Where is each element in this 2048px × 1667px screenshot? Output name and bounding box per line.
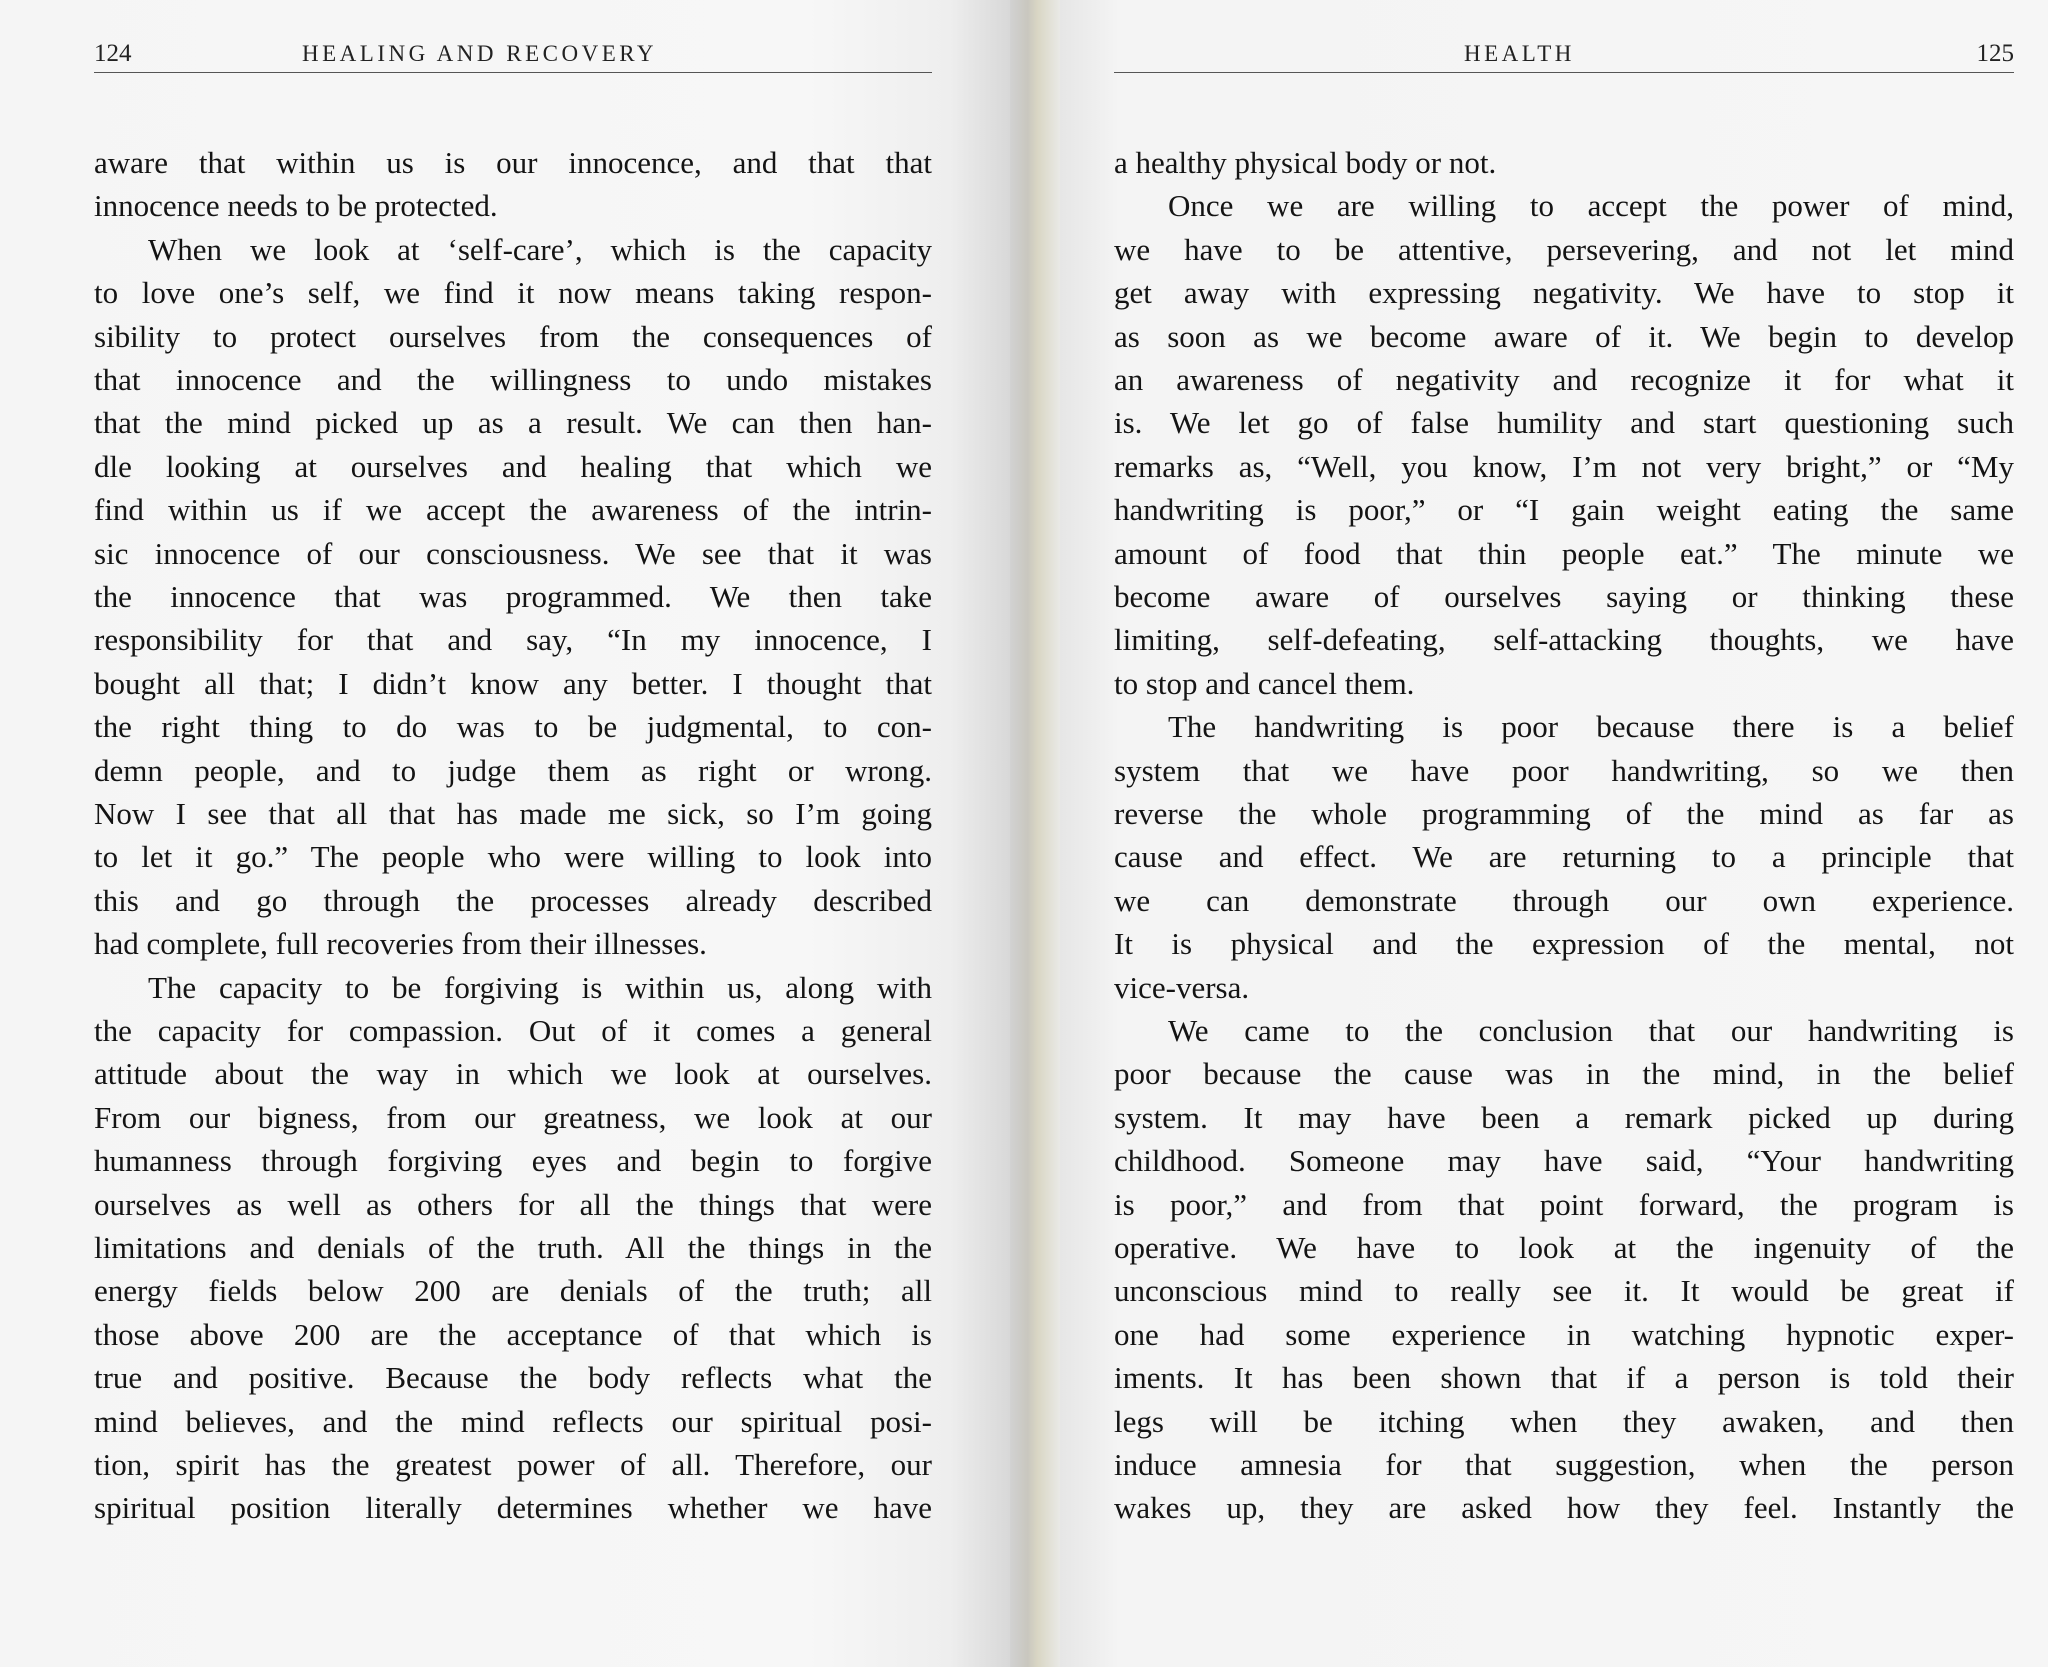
text-line: get away with expressing negativity. We have to stop it [1114, 275, 2014, 311]
text-line: limiting, self-defeating, self-attacking thoughts, we have [1114, 622, 2014, 658]
text-line: induce amnesia for that suggestion, when the person [1114, 1447, 2014, 1482]
text-line: the right thing to do was to be judgmental, to con- [94, 709, 932, 745]
text-line: innocence needs to be protected. [94, 188, 498, 224]
text-line: unconscious mind to really see it. It would be great if [1114, 1273, 2014, 1309]
page-number-left: 124 [94, 40, 132, 67]
text-line: remarks as, “Well, you know, I’m not very bright,” or “My [1114, 448, 2014, 484]
text-line: the innocence that was programmed. We then take [94, 579, 932, 614]
text-line: limitations and denials of the truth. All the things in the [94, 1230, 932, 1265]
text-line: childhood. Someone may have said, “Your handwriting [1114, 1143, 2014, 1179]
text-line: When we look at ‘self-care’, which is the capacity [148, 231, 932, 267]
text-line: reverse the whole programming of the mind as far as [1114, 796, 2014, 831]
text-line: mind believes, and the mind reflects our spiritual posi- [94, 1403, 932, 1439]
text-line: vice-versa. [1114, 969, 1250, 1005]
running-head-left [94, 38, 932, 73]
text-line: to let it go.” The people who were willing to look into [94, 839, 932, 875]
text-line: bought all that; I didn’t know any better. I thought that [94, 665, 932, 701]
text-line: is. We let go of false humility and start questioning such [1114, 405, 2014, 441]
text-line: system. It may have been a remark picked up during [1114, 1099, 2014, 1135]
text-line: the capacity for compassion. Out of it comes a general [94, 1013, 932, 1048]
text-line: ourselves as well as others for all the things that were [94, 1186, 932, 1222]
text-line: is poor,” and from that point forward, the program is [1114, 1186, 2014, 1222]
running-head-title-right: HEALTH [1464, 41, 1575, 66]
text-line: aware that within us is our innocence, and that that [94, 145, 932, 180]
text-line: We came to the conclusion that our handwriting is [1168, 1013, 2014, 1048]
text-line: energy fields below 200 are denials of the truth; all [94, 1273, 932, 1309]
text-line: we can demonstrate through our own experience. [1114, 882, 2014, 918]
page-number-right: 125 [1976, 40, 2014, 67]
text-line: demn people, and to judge them as right or wrong. [94, 752, 932, 788]
text-line: cause and effect. We are returning to a principle that [1114, 839, 2014, 875]
text-line: true and positive. Because the body reflects what the [94, 1360, 932, 1396]
text-line: a healthy physical body or not. [1114, 145, 1497, 180]
text-line: as soon as we become aware of it. We begin to develop [1114, 318, 2014, 354]
text-line: From our bigness, from our greatness, we look at our [94, 1099, 932, 1135]
text-line: handwriting is poor,” or “I gain weight eating the same [1114, 492, 2014, 528]
text-line: that innocence and the willingness to undo mistakes [94, 362, 932, 397]
text-line: to stop and cancel them. [1114, 665, 1415, 701]
text-line: The handwriting is poor because there is a belief [1168, 709, 2014, 745]
text-line: we have to be attentive, persevering, and not let mind [1114, 231, 2014, 267]
text-line: dle looking at ourselves and healing that which we [94, 448, 932, 484]
text-line: iments. It has been shown that if a person is told their [1114, 1360, 2014, 1396]
text-line: sibility to protect ourselves from the consequences of [94, 318, 932, 354]
text-line: Once we are willing to accept the power of mind, [1168, 188, 2014, 224]
running-head-title-left: HEALING AND RECOVERY [302, 41, 657, 66]
text-line: It is physical and the expression of the mental, not [1114, 926, 2014, 962]
text-line: Now I see that all that has made me sick, so I’m going [94, 796, 932, 831]
text-line: one had some experience in watching hypnotic exper- [1114, 1316, 2014, 1352]
text-line: operative. We have to look at the ingenuity of the [1114, 1230, 2014, 1265]
text-line: system that we have poor handwriting, so we then [1114, 752, 2014, 788]
text-line: tion, spirit has the greatest power of all. Therefore, our [94, 1447, 932, 1482]
text-line: had complete, full recoveries from their illnesses. [94, 926, 707, 962]
text-line: attitude about the way in which we look at ourselves. [94, 1056, 932, 1092]
running-head-right [1114, 38, 2014, 73]
text-line: sic innocence of our consciousness. We see that it was [94, 535, 932, 571]
text-line: humanness through forgiving eyes and begin to forgive [94, 1143, 932, 1179]
text-line: an awareness of negativity and recognize it for what it [1114, 362, 2014, 397]
text-line: legs will be itching when they awaken, and then [1114, 1403, 2014, 1439]
text-line: responsibility for that and say, “In my innocence, I [94, 622, 932, 658]
left-page [0, 0, 1010, 1667]
text-line: The capacity to be forgiving is within us, along with [148, 969, 932, 1005]
text-line: this and go through the processes already described [94, 882, 932, 918]
text-line: to love one’s self, we find it now means taking respon- [94, 275, 932, 311]
text-line: wakes up, they are asked how they feel. Instantly the [1114, 1490, 2014, 1526]
text-line: find within us if we accept the awareness of the intrin- [94, 492, 932, 528]
text-line: spiritual position literally determines whether we have [94, 1490, 932, 1526]
book-gutter [1010, 0, 1060, 1667]
text-line: that the mind picked up as a result. We can then han- [94, 405, 932, 441]
text-line: become aware of ourselves saying or thinking these [1114, 579, 2014, 614]
text-line: those above 200 are the acceptance of that which is [94, 1316, 932, 1352]
right-page [1060, 0, 2048, 1667]
text-line: amount of food that thin people eat.” The minute we [1114, 535, 2014, 571]
text-line: poor because the cause was in the mind, in the belief [1114, 1056, 2014, 1092]
